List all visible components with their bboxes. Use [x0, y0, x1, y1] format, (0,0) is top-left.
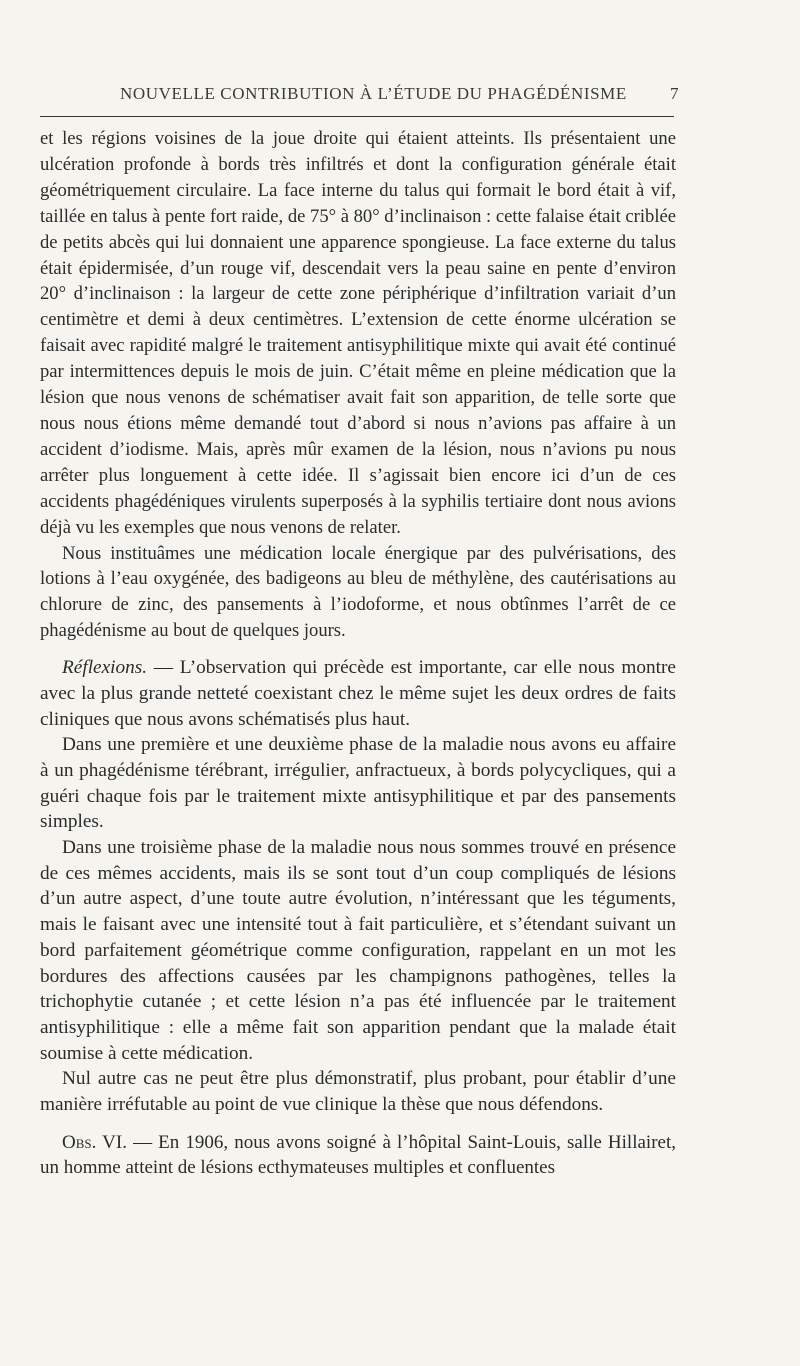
- reflexions-section: [40, 655, 676, 1118]
- paragraph-continuation: et les régions voisines de la joue droite qui étaient atteints. Ils présentaient une ulcération profonde à bords très infiltrés et dont la configuration générale était géométriquement circulaire. La face interne du talus qui formait le bord était à vif, taillée en talus à pente fort raide, de 75° à 80° d’inclinaison : cette falaise était criblée de petits abcès qui lui donnaient une apparence spongieuse. La face externe du talus était épidermisée, d’un rouge vif, descendait vers la peau saine en pente d’environ 20° d’inclinaison : la largeur de cette zone périphérique d’infiltration variait d’un centimètre et demi à deux centimètres. L’extension de cette énorme ulcération se faisait avec rapidité malgré le traitement antisyphilitique mixte qui avait été continué par intermittences depuis le mois de juin. C’était même en pleine médication que la lésion que nous venons de schématiser avait fait son apparition, de telle sorte que nous nous étions même demandé tout d’abord si nous n’avions pas affaire à un accident d’iodisme. Mais, après mûr examen de la lésion, nous n’avions pu nous arrêter plus longuement à cette idée. Il s’agissait bien encore ici d’un de ces accidents phagédéniques virulents superposés à la syphilis tertiaire dont nous avions déjà vu les exemples que nous venons de relater.: [40, 128, 676, 538]
- page-number: 7: [670, 84, 679, 103]
- observation-text: — En 1906, nous avons soigné à l’hôpital Saint-Louis, salle Hillairet, un homme atteint de lésions ecthymateuses multiples et confluentes: [40, 1131, 676, 1179]
- observation-label: Obs. VI.: [62, 1131, 127, 1153]
- body-text: [40, 126, 676, 1181]
- header-rule: [40, 116, 674, 117]
- paragraph-phase-three: Dans une troisième phase de la maladie nous nous sommes trouvé en présence de ces mêmes accidents, mais ils se sont tout d’un coup compliqués de lésions d’un autre aspect, d’une toute autre évolution, n’intéressant que les téguments, mais le faisant avec une intensité tout à fait particulière, et s’étendant suivant un bord parfaitement géométrique comme configuration, rappelant en un mot les bordures des affections causées par les champignons pathogènes, telles la trichophytie cutanée ; et cette lésion n’a pas été influencée par le traitement antisyphilitique : elle a même fait son apparition pendant que la malade était soumise à cette médication.: [40, 837, 676, 1064]
- observation-section: [40, 1130, 676, 1181]
- running-title: NOUVELLE CONTRIBUTION À L’ÉTUDE DU PHAGÉDÉNISME: [120, 84, 627, 103]
- reflexions-text: — L’observation qui précède est importante, car elle nous montre avec la plus grande netteté coexistant chez le même sujet les deux ordres de faits cliniques que nous avons schématisés plus haut.: [40, 657, 676, 730]
- paragraph-observation-vi: [40, 1130, 676, 1181]
- paragraph-conclusion: Nul autre cas ne peut être plus démonstratif, plus probant, pour établir d’une manière irréfutable au point de vue clinique la thèse que nous défendons.: [40, 1068, 676, 1116]
- page-header: [40, 84, 680, 108]
- paragraph-phase-one-two: Dans une première et une deuxième phase de la maladie nous avons eu affaire à un phagédénisme térébrant, irrégulier, anfractueux, à bords polycycliques, qui a guéri chaque fois par le traitement mixte antisyphilitique et par des pansements simples.: [40, 734, 676, 833]
- paragraph-reflexions: [40, 655, 676, 732]
- reflexions-label: Réflexions.: [62, 657, 148, 679]
- paragraph-treatment: Nous instituâmes une médication locale énergique par des pulvérisations, des lotions à l’eau oxygénée, des badigeons au bleu de méthylène, des cautérisations au chlorure de zinc, des pansements à l’iodoforme, et nous obtînmes l’arrêt de ce phagédénisme au bout de quelques jours.: [40, 542, 676, 642]
